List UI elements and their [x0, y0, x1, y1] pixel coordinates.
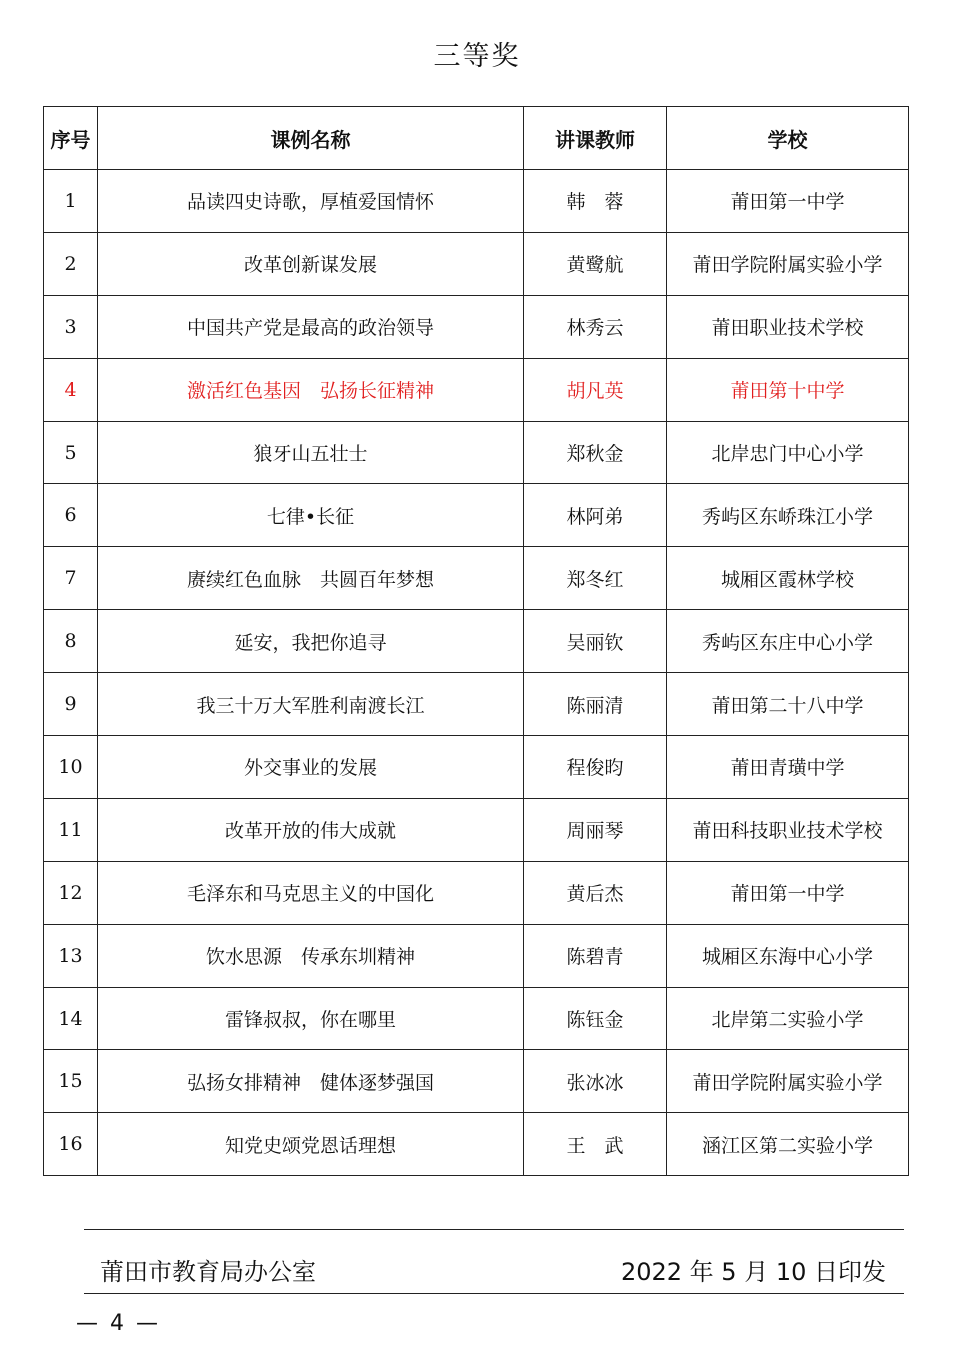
cell-school: 秀屿区东峤珠江小学	[667, 484, 909, 547]
cell-teacher: 林秀云	[524, 295, 667, 358]
cell-teacher: 陈碧青	[524, 924, 667, 987]
table-row	[44, 1050, 909, 1113]
table-row	[44, 547, 909, 610]
cell-no: 15	[44, 1050, 98, 1113]
cell-teacher: 张冰冰	[524, 1050, 667, 1113]
footer-bottom-rule	[84, 1293, 904, 1294]
table-row	[44, 924, 909, 987]
footer-top-rule	[84, 1229, 904, 1230]
page-title: 三等奖	[433, 41, 521, 72]
cell-lesson: 狼牙山五壮士	[98, 421, 524, 484]
cell-lesson: 品读四史诗歌，厚植爱国情怀	[98, 170, 524, 233]
cell-school: 莆田第一中学	[667, 170, 909, 233]
cell-school: 莆田学院附属实验小学	[667, 1050, 909, 1113]
table-row	[44, 610, 909, 673]
cell-teacher: 陈钰金	[524, 987, 667, 1050]
cell-no: 8	[44, 610, 98, 673]
cell-teacher: 吴丽钦	[524, 610, 667, 673]
cell-no: 14	[44, 987, 98, 1050]
page-dash-left: —	[76, 1311, 98, 1336]
cell-no: 7	[44, 547, 98, 610]
cell-no: 4	[44, 358, 98, 421]
cell-school: 莆田第十中学	[667, 358, 909, 421]
table-row	[44, 1113, 909, 1176]
cell-teacher: 黄后杰	[524, 861, 667, 924]
cell-teacher: 胡凡英	[524, 358, 667, 421]
cell-no: 9	[44, 673, 98, 736]
cell-school: 城厢区霞林学校	[667, 547, 909, 610]
table-row	[44, 987, 909, 1050]
cell-school: 莆田科技职业技术学校	[667, 798, 909, 861]
cell-lesson: 激活红色基因 弘扬长征精神	[98, 358, 524, 421]
cell-lesson: 中国共产党是最高的政治领导	[98, 295, 524, 358]
table-row	[44, 484, 909, 547]
table-row	[44, 421, 909, 484]
header-teacher: 讲课教师	[524, 107, 667, 170]
header-no: 序号	[44, 107, 98, 170]
cell-teacher: 郑秋金	[524, 421, 667, 484]
table-row	[44, 798, 909, 861]
cell-school: 涵江区第二实验小学	[667, 1113, 909, 1176]
header-lesson: 课例名称	[98, 107, 524, 170]
page-dash-right: —	[136, 1311, 158, 1336]
cell-school: 莆田青璜中学	[667, 736, 909, 799]
cell-no: 12	[44, 861, 98, 924]
cell-no: 2	[44, 232, 98, 295]
cell-school: 莆田第二十八中学	[667, 673, 909, 736]
cell-no: 3	[44, 295, 98, 358]
table-row	[44, 232, 909, 295]
cell-no: 6	[44, 484, 98, 547]
cell-no: 11	[44, 798, 98, 861]
cell-teacher: 林阿弟	[524, 484, 667, 547]
footer-issuer: 莆田市教育局办公室	[100, 1258, 316, 1286]
cell-lesson: 雷锋叔叔，你在哪里	[98, 987, 524, 1050]
cell-lesson: 延安，我把你追寻	[98, 610, 524, 673]
table-row	[44, 673, 909, 736]
table-row	[44, 170, 909, 233]
cell-lesson: 赓续红色血脉 共圆百年梦想	[98, 547, 524, 610]
cell-teacher: 周丽琴	[524, 798, 667, 861]
footer-date: 2022 年 5 月 10 日印发	[620, 1258, 886, 1286]
cell-teacher: 郑冬红	[524, 547, 667, 610]
table-row	[44, 736, 909, 799]
cell-school: 秀屿区东庄中心小学	[667, 610, 909, 673]
table-row	[44, 295, 909, 358]
cell-lesson: 毛泽东和马克思主义的中国化	[98, 861, 524, 924]
cell-teacher: 黄鹭航	[524, 232, 667, 295]
cell-lesson: 改革创新谋发展	[98, 232, 524, 295]
cell-no: 16	[44, 1113, 98, 1176]
cell-no: 13	[44, 924, 98, 987]
cell-no: 10	[44, 736, 98, 799]
cell-lesson: 弘扬女排精神 健体逐梦强国	[98, 1050, 524, 1113]
cell-teacher: 陈丽清	[524, 673, 667, 736]
cell-school: 北岸第二实验小学	[667, 987, 909, 1050]
page-number	[76, 1311, 158, 1336]
cell-school: 莆田第一中学	[667, 861, 909, 924]
table-row	[44, 358, 909, 421]
cell-lesson: 我三十万大军胜利南渡长江	[98, 673, 524, 736]
table-header-row	[44, 107, 909, 170]
cell-lesson: 外交事业的发展	[98, 736, 524, 799]
cell-lesson: 七律•长征	[98, 484, 524, 547]
cell-school: 莆田职业技术学校	[667, 295, 909, 358]
table-row	[44, 861, 909, 924]
header-school: 学校	[667, 107, 909, 170]
cell-lesson: 知党史颂党恩话理想	[98, 1113, 524, 1176]
cell-school: 城厢区东海中心小学	[667, 924, 909, 987]
award-table	[43, 106, 909, 1176]
cell-no: 5	[44, 421, 98, 484]
cell-school: 莆田学院附属实验小学	[667, 232, 909, 295]
table-body	[44, 170, 909, 1176]
cell-lesson: 改革开放的伟大成就	[98, 798, 524, 861]
cell-school: 北岸忠门中心小学	[667, 421, 909, 484]
cell-lesson: 饮水思源 传承东圳精神	[98, 924, 524, 987]
cell-teacher: 程俊昀	[524, 736, 667, 799]
cell-no: 1	[44, 170, 98, 233]
cell-teacher: 王 武	[524, 1113, 667, 1176]
page-number-value: 4	[110, 1311, 124, 1336]
cell-teacher: 韩 蓉	[524, 170, 667, 233]
